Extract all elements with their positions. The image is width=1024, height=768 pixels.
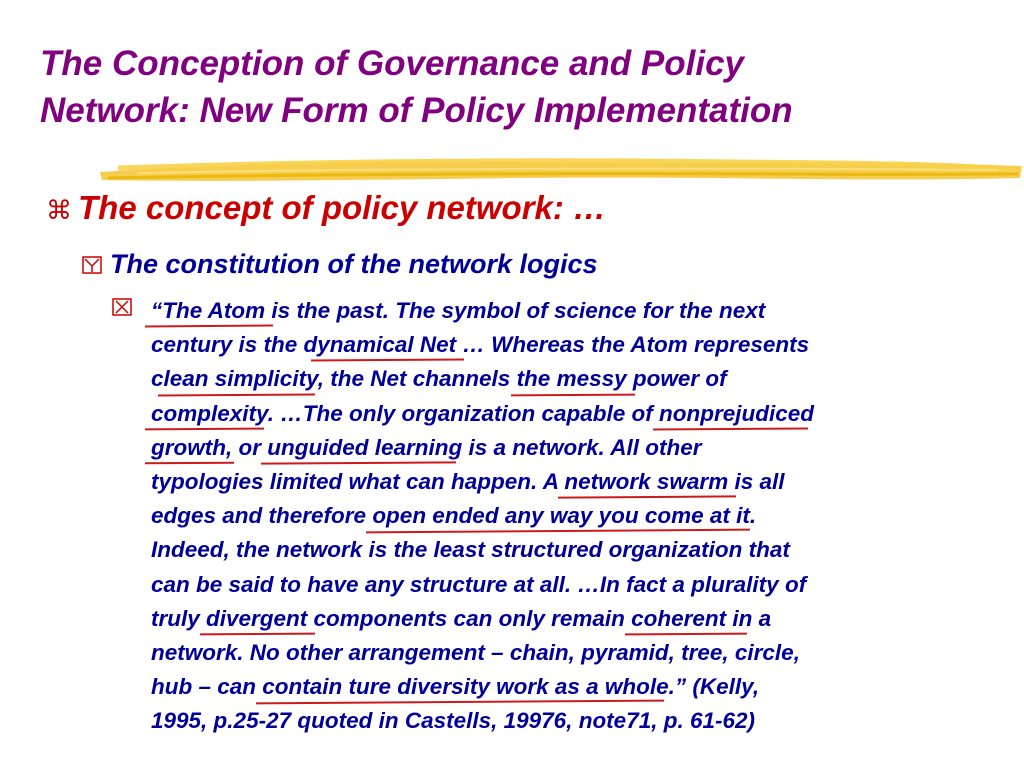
quote-line: complexity. …The only organization capable of nonprejudiced [151, 397, 1001, 431]
quote-line: edges and therefore open ended any way you come at it. [151, 499, 1001, 533]
kelly-quote [151, 294, 1001, 738]
bullet-level-1 [46, 188, 606, 230]
underlined-phrase: ynamical Net [317, 328, 456, 362]
quote-line: typologies limited what can happen. A network swarm is all [151, 465, 1001, 499]
underlined-phrase: growth [151, 431, 226, 465]
title-line-2: Network: New Form of Policy Implementation [40, 91, 793, 130]
quote-line: hub – can contain ture diversity work as a whole.” (Kelly, [151, 670, 1001, 704]
command-key-bullet-icon: ⌘ [46, 195, 72, 225]
underlined-phrase: contain ture diversity work as a whol [262, 670, 656, 704]
underlined-phrase: the messy [517, 362, 627, 396]
quote-line: century is the dynamical Net … Whereas the Atom represents [151, 328, 1001, 362]
quote-line: truly divergent components can only remain coherent in a [151, 602, 1001, 636]
underlined-phrase: divergent [206, 602, 307, 636]
bullet-level-2 [82, 247, 598, 281]
quote-line: Indeed, the network is the least structured organization that [151, 537, 790, 563]
quote-line: network. No other arrangement – chain, pyramid, tree, circle, [151, 639, 800, 665]
checkbox-x-bullet-icon [112, 298, 132, 316]
underlined-phrase: unguided learnin [267, 431, 448, 465]
slide-title [40, 40, 1000, 134]
underlined-phrase: network swarm [564, 465, 728, 499]
underlined-phrase: coherent i [631, 602, 739, 636]
yellow-brush-stroke-divider [98, 150, 1024, 190]
quote-line: 1995, p.25-27 quoted in Castells, 19976, note71, p. 61-62) [151, 708, 756, 734]
level-2-text: The constitution of the network logics [110, 249, 598, 279]
level-1-suffix: : … [552, 189, 607, 226]
underlined-phrase: nonprejudice [659, 397, 800, 431]
underlined-phrase: open ended any way you come at i [372, 499, 742, 533]
title-line-1: The Conception of Governance and Policy [40, 44, 744, 83]
underlined-phrase: lean simplicit [164, 362, 307, 396]
underlined-phrase: “The Atom [151, 294, 265, 328]
level-1-text: The concept of policy network [78, 189, 553, 226]
checkbox-y-bullet-icon [82, 256, 102, 274]
quote-line: growth, or unguided learning is a network. All other [151, 431, 1001, 465]
underlined-phrase: complexit [151, 397, 256, 431]
quote-line: clean simplicity, the Net channels the messy power of [151, 362, 1001, 396]
quote-line: “The Atom is the past. The symbol of science for the next [151, 294, 1001, 328]
quote-line: can be said to have any structure at all. …In fact a plurality of [151, 571, 807, 597]
